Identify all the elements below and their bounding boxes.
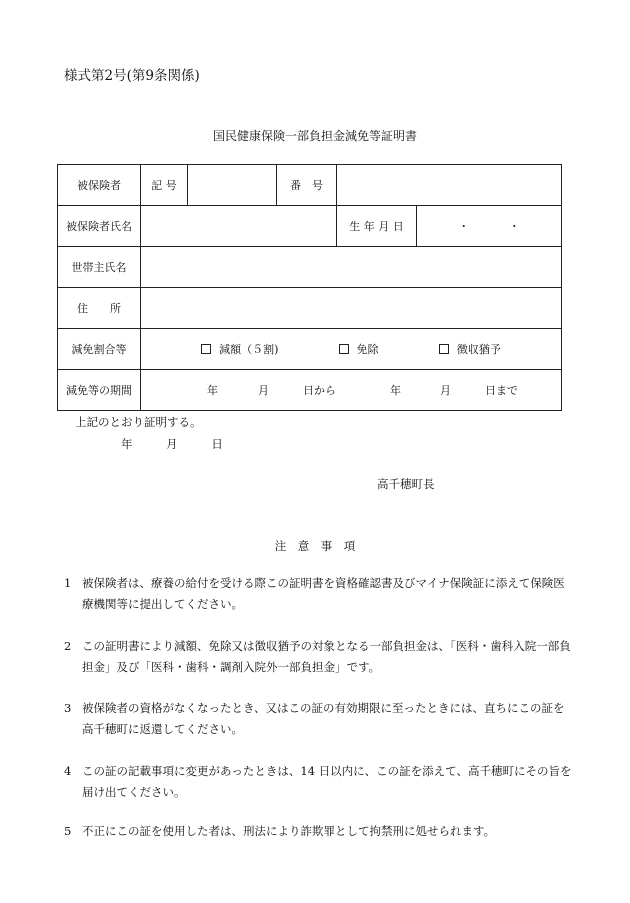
- note-item: [64, 698, 572, 740]
- birthdate-dot: ・: [458, 220, 470, 233]
- note-number: 3: [64, 701, 72, 715]
- note-item: [64, 573, 572, 615]
- birthdate-label: 生 年 月 日: [337, 206, 417, 247]
- number-label: 番 号: [277, 165, 337, 206]
- insured-label: 被保険者: [58, 165, 141, 206]
- option-deferral[interactable]: [439, 341, 501, 357]
- date-month: 月: [166, 437, 178, 451]
- option-deferral-label: 徴収猶予: [456, 343, 501, 356]
- birthdate-dot: ・: [508, 220, 520, 233]
- certify-date: [121, 436, 253, 452]
- note-item: [64, 761, 572, 803]
- reduction-label: 減免割合等: [58, 329, 141, 370]
- note-number: 4: [64, 764, 72, 778]
- period-from-year: 年: [207, 384, 218, 397]
- birthdate-field[interactable]: [417, 206, 562, 247]
- note-text: この証の記載事項に変更があったときは、14 日以内に、この証を添えて、高千穂町にその旨を届け出てください。: [82, 764, 572, 799]
- form-number: 様式第2号(第9条関係): [64, 68, 200, 84]
- option-exemption[interactable]: [339, 341, 379, 357]
- period-label: 減免等の期間: [58, 370, 141, 411]
- insured-name-label: 被保険者氏名: [58, 206, 141, 247]
- reduction-options: [141, 341, 561, 357]
- address-field[interactable]: [141, 288, 562, 329]
- issuer: 高千穂町長: [377, 477, 435, 491]
- period-to-day: 日まで: [485, 384, 518, 397]
- notes-title: 注 意 事 項: [274, 539, 356, 553]
- symbol-label: 記 号: [141, 165, 188, 206]
- address-label: 住 所: [58, 288, 141, 329]
- option-reduction[interactable]: [201, 341, 278, 357]
- document-title: 国民健康保険一部負担金減免等証明書: [212, 129, 417, 143]
- note-item: [64, 821, 572, 842]
- period-from-month: 月: [258, 384, 269, 397]
- note-item: [64, 636, 572, 678]
- note-number: 1: [64, 576, 72, 590]
- note-text: この証明書により減額、免除又は徴収猶予の対象となる一部負担金は、「医科・歯科入院一部負担金」及び「医科・歯科・調剤入院外一部負担金」です。: [82, 639, 571, 674]
- note-number: 2: [64, 639, 72, 653]
- period-from-day: 日から: [303, 384, 336, 397]
- note-text: 被保険者は、療養の給付を受ける際この証明書を資格確認書及びマイナ保険証に添えて保険医療機関等に提出してください。: [82, 576, 565, 611]
- checkbox-deferral[interactable]: [439, 344, 449, 354]
- period-to-year: 年: [390, 384, 401, 397]
- option-reduction-label: 減額（５割): [219, 343, 279, 356]
- date-year: 年: [121, 437, 133, 451]
- note-number: 5: [64, 824, 72, 838]
- householder-field[interactable]: [141, 247, 562, 288]
- householder-label: 世帯主氏名: [58, 247, 141, 288]
- period-to-month: 月: [440, 384, 451, 397]
- certificate-table: [57, 164, 562, 411]
- checkbox-exemption[interactable]: [339, 344, 349, 354]
- date-day: 日: [211, 437, 223, 451]
- symbol-field[interactable]: [188, 165, 277, 206]
- note-text: 被保険者の資格がなくなったとき、又はこの証の有効期限に至ったときには、直ちにこの証を高千穂町に返還してください。: [82, 701, 565, 736]
- option-exemption-label: 免除: [356, 343, 379, 356]
- insured-name-field[interactable]: [141, 206, 337, 247]
- certify-text: 上記のとおり証明する。: [75, 415, 202, 429]
- period-field[interactable]: [141, 370, 562, 411]
- note-text: 不正にこの証を使用した者は、刑法により詐欺罪として拘禁刑に処せられます。: [82, 824, 496, 838]
- checkbox-reduction[interactable]: [201, 344, 211, 354]
- number-field[interactable]: [337, 165, 562, 206]
